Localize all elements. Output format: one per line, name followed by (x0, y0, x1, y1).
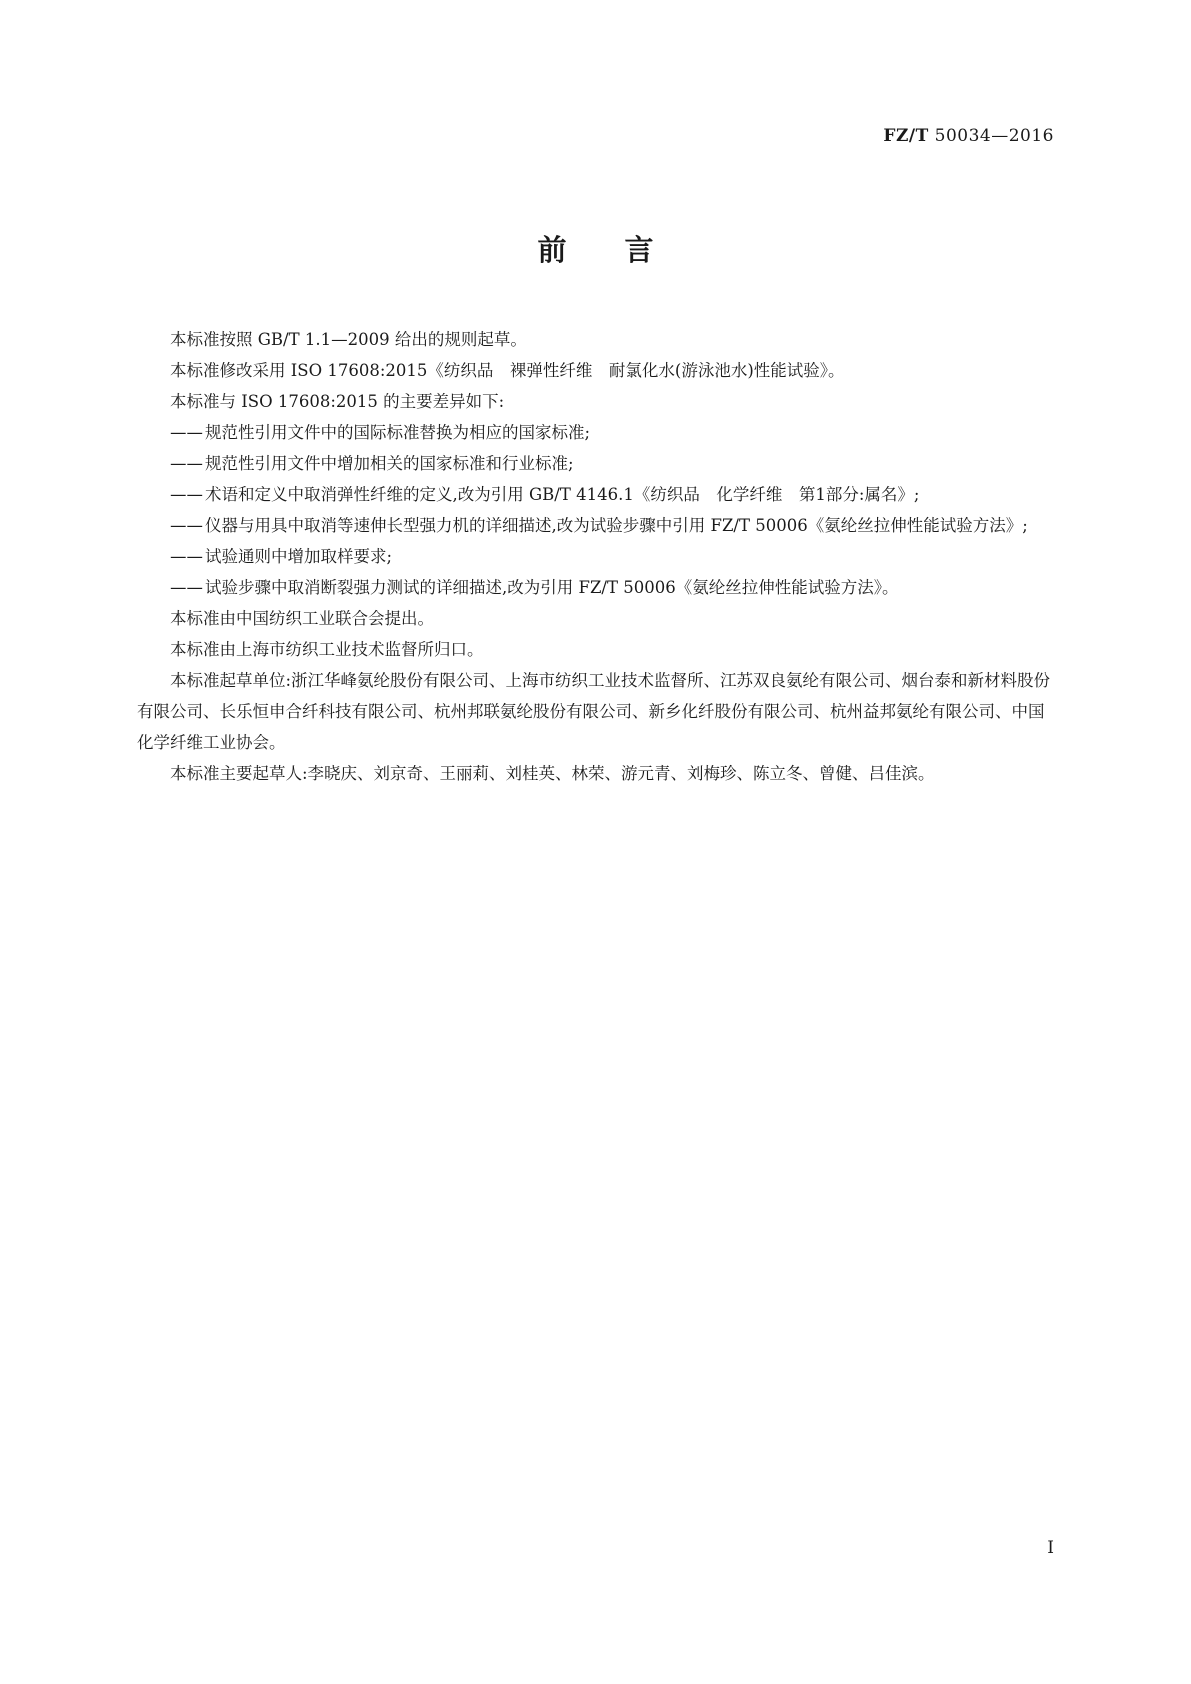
dash-marker: —— (170, 454, 203, 473)
difference-text: 试验通则中增加取样要求; (205, 547, 393, 566)
dash-marker: —— (170, 485, 203, 504)
dash-marker: —— (170, 423, 203, 442)
paragraph-administrator: 本标准由上海市纺织工业技术监督所归口。 (170, 640, 484, 659)
dash-marker: —— (170, 516, 203, 535)
standard-code-number: 50034—2016 (934, 126, 1054, 146)
standard-code-prefix: FZ/T (883, 126, 929, 146)
difference-item (137, 479, 1054, 510)
paragraph-differences-intro: 本标准与 ISO 17608:2015 的主要差异如下: (170, 392, 505, 411)
title-char-2: 言 (624, 233, 654, 267)
page-number: I (1047, 1538, 1054, 1558)
dash-marker: —— (170, 547, 203, 566)
difference-text: 规范性引用文件中的国际标准替换为相应的国家标准; (205, 423, 591, 442)
difference-item (137, 541, 1054, 572)
paragraph-drafters: 本标准主要起草人:李晓庆、刘京奇、王丽莉、刘桂英、林荣、游元青、刘梅珍、陈立冬、曾健、吕佳滨。 (170, 764, 935, 783)
paragraph-adoption: 本标准修改采用 ISO 17608:2015《纺织品 裸弹性纤维 耐氯化水(游泳池水)性能试验》。 (170, 361, 845, 380)
paragraph-drafting-rules: 本标准按照 GB/T 1.1—2009 给出的规则起草。 (170, 330, 527, 349)
paragraph-proposer: 本标准由中国纺织工业联合会提出。 (170, 609, 434, 628)
foreword-body (137, 324, 1054, 789)
paragraph-drafting-units: 本标准起草单位:浙江华峰氨纶股份有限公司、上海市纺织工业技术监督所、江苏双良氨纶有限公司、烟台泰和新材料股份有限公司、长乐恒申合纤科技有限公司、杭州邦联氨纶股份有限公司、新乡化纤股份有限公司、杭州益邦氨纶有限公司、中国化学纤维工业协会。 (137, 671, 1051, 752)
difference-text: 规范性引用文件中增加相关的国家标准和行业标准; (205, 454, 574, 473)
difference-item (137, 510, 1054, 541)
difference-text: 术语和定义中取消弹性纤维的定义,改为引用 GB/T 4146.1《纺织品 化学纤维 第1部分:属名》; (205, 485, 920, 504)
standard-code (883, 126, 1054, 146)
dash-marker: —— (170, 578, 203, 597)
difference-text: 试验步骤中取消断裂强力测试的详细描述,改为引用 FZ/T 50006《氨纶丝拉伸性能试验方法》。 (205, 578, 899, 597)
difference-item (137, 448, 1054, 479)
page-title (0, 228, 1191, 269)
title-char-1: 前 (537, 233, 567, 267)
difference-text: 仪器与用具中取消等速伸长型强力机的详细描述,改为试验步骤中引用 FZ/T 50006《氨纶丝拉伸性能试验方法》; (205, 516, 1028, 535)
difference-item (137, 572, 1054, 603)
difference-item (137, 417, 1054, 448)
